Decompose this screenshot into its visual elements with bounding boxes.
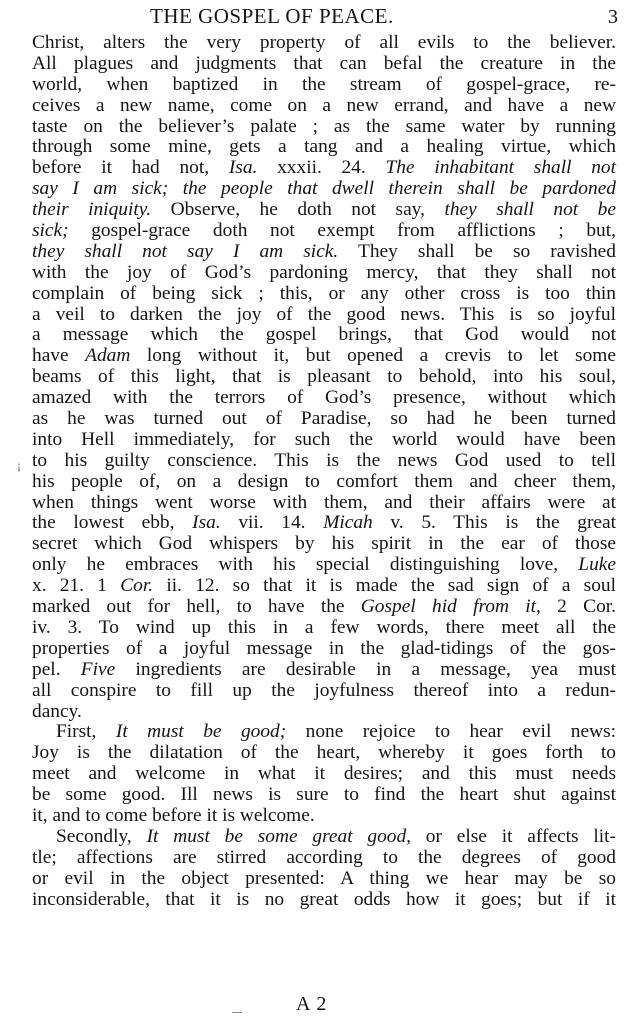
text-segment: They shall be so ravished bbox=[338, 240, 616, 262]
text-line bbox=[32, 722, 616, 743]
text-line bbox=[32, 158, 616, 179]
text-line bbox=[32, 764, 616, 785]
text-segment: ii. 12. so that it is made the sad sign of a soul bbox=[153, 575, 616, 597]
text-segment: tle; affections are stirred according to the degrees of good bbox=[32, 846, 616, 868]
text-line bbox=[32, 848, 616, 869]
text-segment: the lowest ebb, bbox=[32, 512, 193, 534]
text-segment: dancy. bbox=[32, 700, 82, 722]
text-line bbox=[32, 576, 616, 597]
italic-text: Gospel hid from it, bbox=[360, 596, 541, 618]
text-segment: First, bbox=[56, 721, 116, 743]
text-line bbox=[32, 179, 616, 200]
text-line bbox=[32, 702, 616, 723]
text-line bbox=[32, 325, 616, 346]
text-line bbox=[32, 200, 616, 221]
text-segment: a message which the gospel brings, that God would not bbox=[32, 324, 616, 346]
italic-text: sick; bbox=[32, 220, 69, 242]
text-line bbox=[32, 890, 616, 911]
text-segment: gospel-grace doth not exempt from afflictions ; but, bbox=[68, 220, 616, 242]
italic-text: It must be some great good, bbox=[146, 825, 412, 847]
text-segment: ceives a new name, come on a new errand, and have a new bbox=[32, 94, 616, 116]
text-segment: when things went worse with them, and their affairs were at bbox=[32, 491, 616, 513]
text-segment: beams of this light, that is pleasant to behold, into his soul, bbox=[32, 366, 616, 388]
running-head-title: THE GOSPEL OF PEACE. bbox=[150, 4, 394, 28]
text-segment: secret which God whispers by his spirit in the ear of those bbox=[32, 533, 616, 555]
stray-dash-mark bbox=[232, 1012, 242, 1013]
text-line bbox=[32, 367, 616, 388]
text-line bbox=[32, 284, 616, 305]
text-segment: world, when baptized in the stream of gospel-grace, re- bbox=[32, 73, 616, 95]
text-segment: meet and welcome in what it desires; and this must needs bbox=[32, 763, 616, 785]
text-segment: v. 5. This is the great bbox=[372, 512, 616, 534]
text-segment: all conspire to fill up the joyfulness thereof into a redun- bbox=[32, 679, 616, 701]
text-line bbox=[32, 451, 616, 472]
text-line bbox=[32, 54, 616, 75]
text-line bbox=[32, 346, 616, 367]
text-segment: with the joy of God’s pardoning mercy, that they shall not bbox=[32, 261, 616, 283]
italic-text: they shall not be bbox=[444, 199, 616, 221]
italic-text: say I am sick; the people that dwell therein shall be pardoned bbox=[32, 178, 616, 200]
text-segment: properties of a joyful message in the glad-tidings of the gos- bbox=[32, 637, 616, 659]
text-line bbox=[32, 388, 616, 409]
text-line bbox=[32, 242, 616, 263]
stray-print-mark: ¡ bbox=[17, 458, 21, 472]
text-segment: 2 Cor. bbox=[540, 596, 617, 618]
italic-text: Adam bbox=[85, 345, 131, 367]
text-segment: amazed with the terrors of God’s presence, without which bbox=[32, 387, 616, 409]
text-line bbox=[32, 639, 616, 660]
text-segment: to his guilty conscience. This is the news God used to tell bbox=[32, 449, 616, 471]
italic-text: they shall not say I am sick. bbox=[32, 240, 339, 262]
italic-text: The inhabitant shall not bbox=[385, 157, 616, 179]
italic-text: Micah bbox=[323, 512, 373, 534]
text-line bbox=[32, 263, 616, 284]
italic-text: It must be good; bbox=[115, 721, 287, 743]
text-segment: into Hell immediately, for such the world would have been bbox=[32, 428, 616, 450]
text-segment: as he was turned out of Paradise, so had he been turned bbox=[32, 408, 616, 430]
text-line bbox=[32, 409, 616, 430]
text-segment: marked out for hell, to have the bbox=[32, 596, 361, 618]
text-segment: complain of being sick ; this, or any other cross is too thin bbox=[32, 282, 616, 304]
italic-text: Cor. bbox=[120, 575, 154, 597]
text-segment: Observe, he doth not say, bbox=[151, 199, 445, 221]
text-line bbox=[32, 75, 616, 96]
text-line bbox=[32, 137, 616, 158]
italic-text: Five bbox=[80, 658, 116, 680]
text-segment: a veil to darken the joy of the good news. This is so joyful bbox=[32, 303, 616, 325]
text-line bbox=[32, 806, 616, 827]
text-line bbox=[32, 33, 616, 54]
text-line bbox=[32, 555, 616, 576]
text-segment: it, and to come before it is welcome. bbox=[32, 804, 315, 826]
text-line bbox=[32, 681, 616, 702]
text-segment: before it had not, bbox=[32, 157, 229, 179]
body-text bbox=[32, 33, 616, 910]
text-segment: long without it, but opened a crevis to let some bbox=[130, 345, 616, 367]
text-segment: Secondly, bbox=[56, 825, 147, 847]
text-line bbox=[32, 513, 616, 534]
text-segment: vii. 14. bbox=[220, 512, 324, 534]
text-segment: xxxii. 24. bbox=[257, 157, 386, 179]
text-segment: through some mine, gets a tang and a healing virtue, which bbox=[32, 136, 616, 158]
text-line bbox=[32, 221, 616, 242]
italic-text: Isa. bbox=[192, 512, 221, 534]
text-line bbox=[32, 534, 616, 555]
text-line bbox=[32, 597, 616, 618]
text-segment: his people of, on a design to comfort them and cheer them, bbox=[32, 470, 616, 492]
text-segment: none rejoice to hear evil news: bbox=[286, 721, 617, 743]
page-number: 3 bbox=[608, 6, 618, 28]
italic-text: Isa. bbox=[228, 157, 258, 179]
text-segment: pel. bbox=[32, 658, 81, 680]
text-line bbox=[32, 305, 616, 326]
text-segment: iv. 3. To wind up this in a few words, there meet all the bbox=[32, 616, 616, 638]
text-segment: be some good. Ill news is sure to find the heart shut against bbox=[32, 784, 616, 806]
text-line bbox=[32, 618, 616, 639]
text-line bbox=[32, 430, 616, 451]
italic-text: their iniquity. bbox=[32, 199, 152, 221]
text-segment: only he embraces with his special distinguishing love, bbox=[32, 554, 579, 576]
text-segment: ingredients are desirable in a message, yea must bbox=[115, 658, 616, 680]
text-segment: or else it affects lit- bbox=[411, 825, 617, 847]
text-line bbox=[32, 96, 616, 117]
italic-text: Luke bbox=[578, 554, 616, 576]
text-segment: Christ, alters the very property of all evils to the believer. bbox=[32, 32, 616, 53]
text-line bbox=[32, 117, 616, 138]
text-segment: inconsiderable, that it is no great odds how it goes; but if it bbox=[32, 888, 616, 910]
text-line bbox=[32, 493, 616, 514]
printer-signature-mark: A 2 bbox=[296, 993, 328, 1015]
text-segment: or evil in the object presented: A thing we hear may be so bbox=[32, 867, 616, 889]
text-line bbox=[32, 785, 616, 806]
text-line bbox=[32, 827, 616, 848]
text-line bbox=[32, 869, 616, 890]
text-line bbox=[32, 472, 616, 493]
text-segment: x. 21. 1 bbox=[32, 575, 121, 597]
text-segment: taste on the believer’s palate ; as the same water by running bbox=[32, 115, 616, 137]
text-segment: have bbox=[32, 345, 86, 367]
text-line bbox=[32, 743, 616, 764]
text-segment: All plagues and judgments that can befal the creature in the bbox=[32, 52, 616, 74]
text-segment: Joy is the dilatation of the heart, whereby it goes forth to bbox=[32, 742, 616, 764]
text-line bbox=[32, 660, 616, 681]
